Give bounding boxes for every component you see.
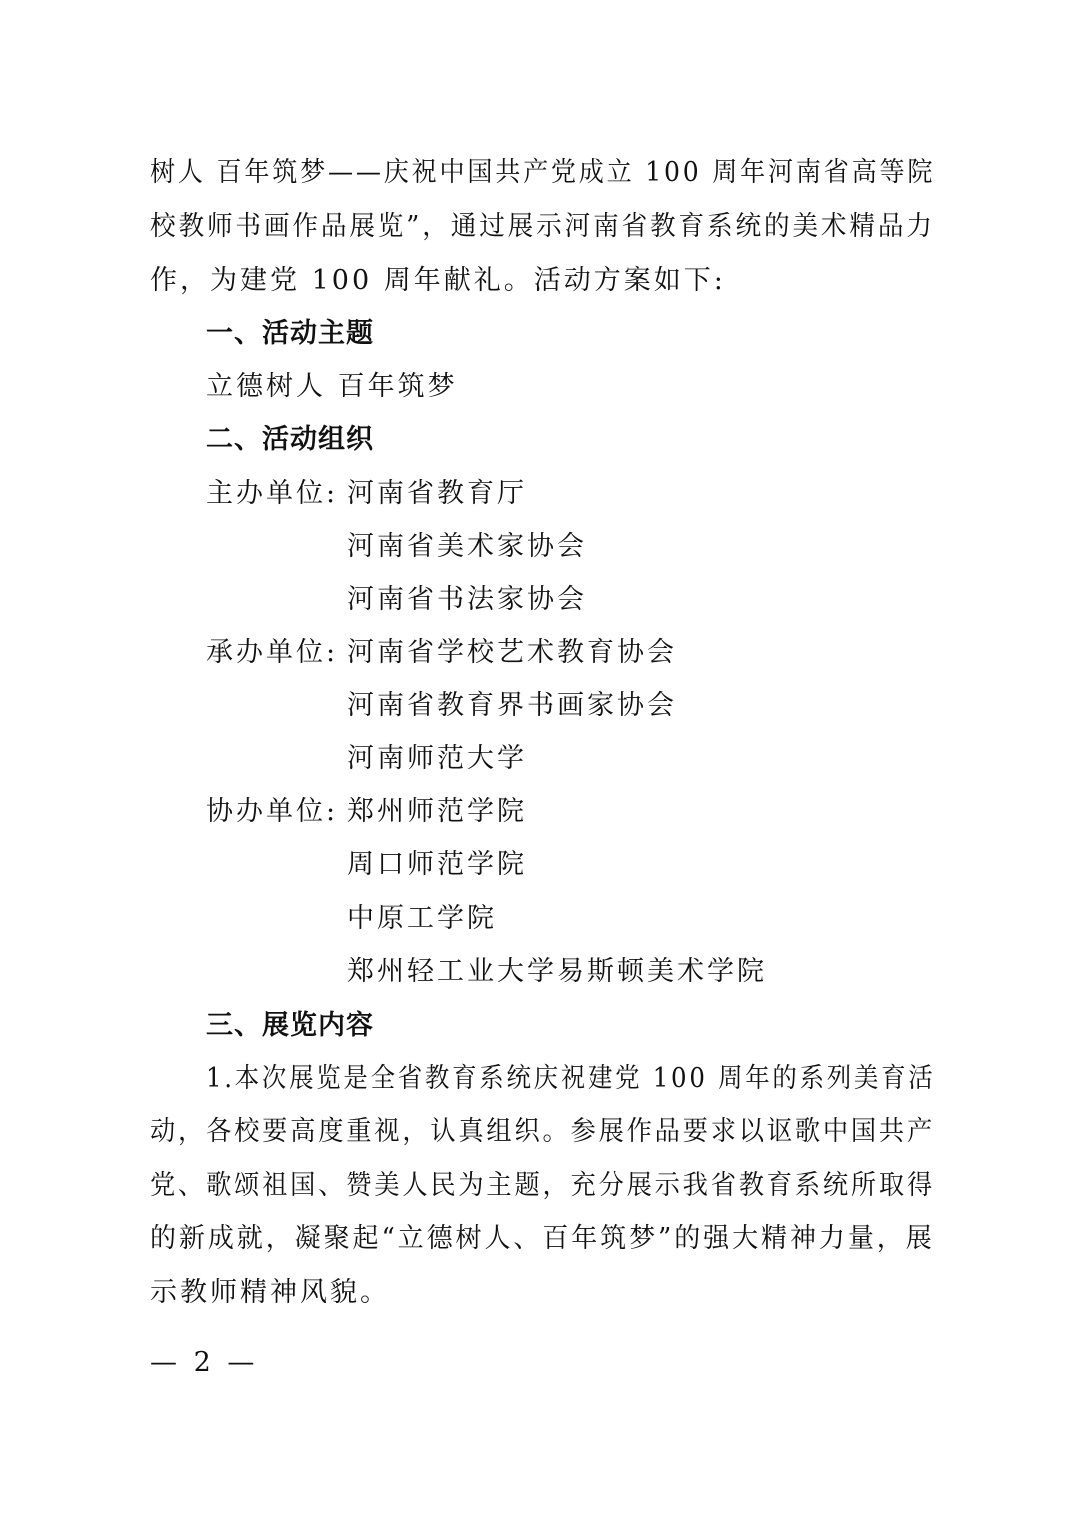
content-para-line: 动，各校要高度重视，认真组织。参展作品要求以讴歌中国共产 <box>150 1116 935 1147</box>
section-3-heading: 三、展览内容 <box>206 1010 374 1041</box>
coorganizer-item: 周口师范学院 <box>347 849 527 880</box>
organizer-item: 河南省教育界书画家协会 <box>347 690 677 721</box>
content-para-line: 党、歌颂祖国、赞美人民为主题，充分展示我省教育系统所取得 <box>150 1170 935 1201</box>
organizer-item: 河南师范大学 <box>347 743 527 774</box>
host-item: 河南省美术家协会 <box>347 531 587 562</box>
intro-line-1: 树人 百年筑梦——庆祝中国共产党成立 100 周年河南省高等院 <box>150 157 936 188</box>
coorganizer-label: 协办单位: <box>206 796 339 827</box>
coorganizer-item: 中原工学院 <box>347 903 497 934</box>
coorganizer-item: 郑州师范学院 <box>347 796 527 827</box>
section-2-heading: 二、活动组织 <box>206 424 374 455</box>
theme-text: 立德树人 百年筑梦 <box>206 371 458 402</box>
organizer-label: 承办单位: <box>206 637 339 668</box>
host-item: 河南省教育厅 <box>347 478 527 509</box>
host-label: 主办单位: <box>206 478 339 509</box>
content-para-line: 1.本次展览是全省教育系统庆祝建党 100 周年的系列美育活 <box>206 1063 936 1094</box>
intro-line-3: 作，为建党 100 周年献礼。活动方案如下: <box>150 265 726 296</box>
section-1-heading: 一、活动主题 <box>206 318 374 349</box>
host-item: 河南省书法家协会 <box>347 584 587 615</box>
page-number: — 2 — <box>150 1347 259 1378</box>
organizer-item: 河南省学校艺术教育协会 <box>347 637 677 668</box>
content-para-line: 示教师精神风貌。 <box>150 1277 390 1308</box>
intro-line-2: 校教师书画作品展览”，通过展示河南省教育系统的美术精品力 <box>150 211 935 242</box>
coorganizer-item: 郑州轻工业大学易斯顿美术学院 <box>347 956 767 987</box>
content-para-line: 的新成就，凝聚起“立德树人、百年筑梦”的强大精神力量，展 <box>150 1223 935 1254</box>
